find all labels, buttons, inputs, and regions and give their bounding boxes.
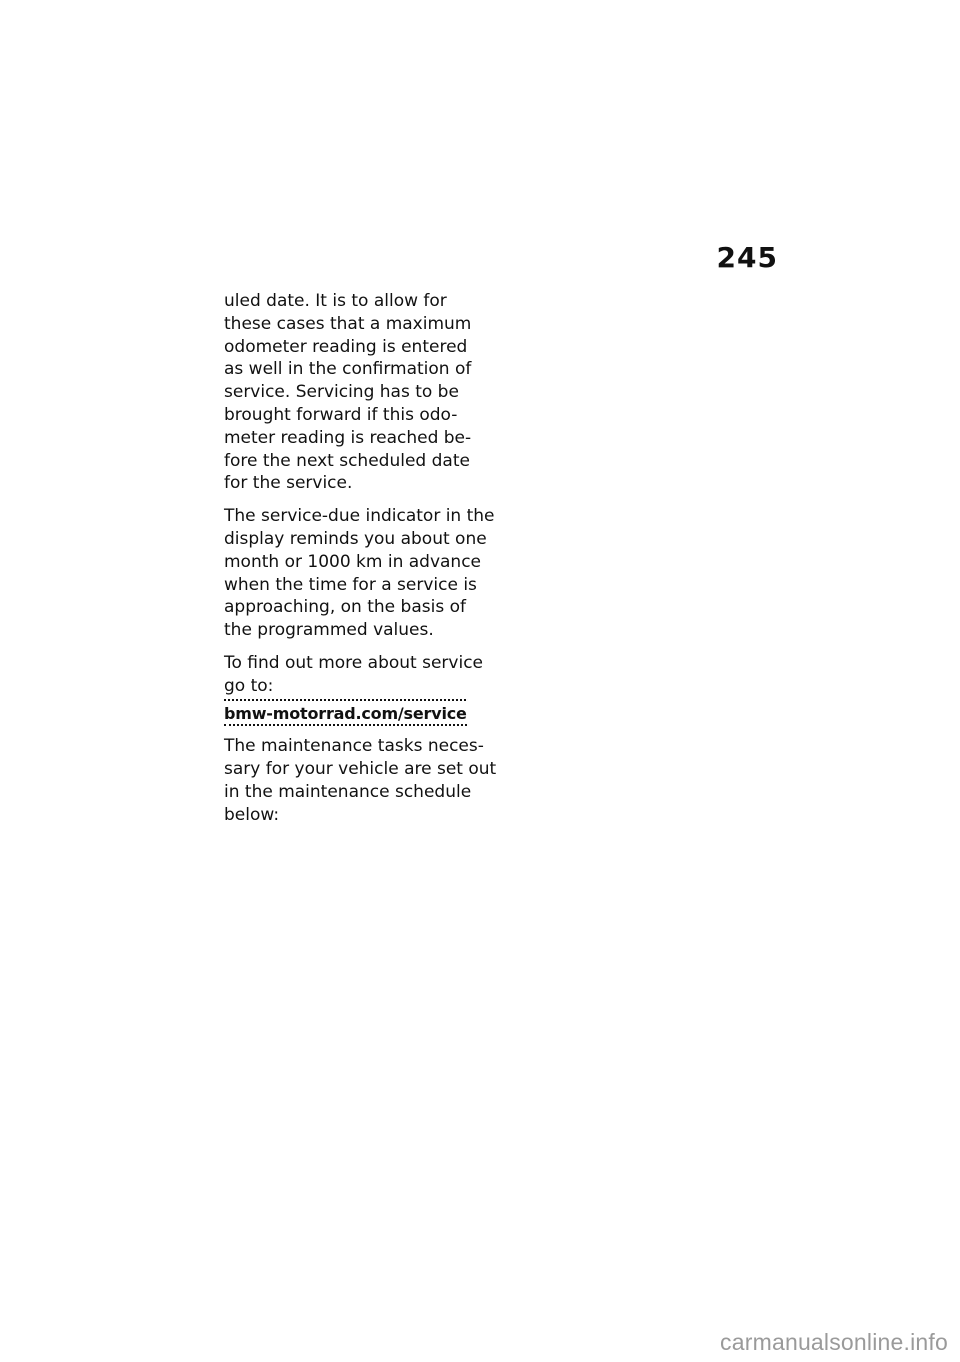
text-line: meter reading is reached be- <box>224 427 472 448</box>
text-line: these cases that a maximum <box>224 313 472 334</box>
text-line: the programmed values. <box>224 620 434 641</box>
text-line: in the maintenance schedule <box>224 781 472 802</box>
paragraph-odometer-note <box>224 290 496 495</box>
link-line <box>224 703 496 726</box>
text-line: display reminds you about one <box>224 528 487 549</box>
text-line: as well in the confirmation of <box>224 359 472 380</box>
paragraph-maintenance-tasks <box>224 735 496 826</box>
body-text-column <box>224 290 496 837</box>
text-line: fore the next scheduled date <box>224 450 470 471</box>
text-line: service. Servicing has to be <box>224 382 459 403</box>
text-line: sary for your vehicle are set out <box>224 759 497 780</box>
text-line: odometer reading is entered <box>224 336 468 357</box>
text-line: uled date. It is to allow for <box>224 291 447 311</box>
text-line: The service-due indicator in the <box>224 506 495 527</box>
text-line: for the service. <box>224 473 353 494</box>
link-dotted-rule <box>224 699 466 701</box>
text-line: month or 1000 km in advance <box>224 551 482 572</box>
text-line: approaching, on the basis of <box>224 597 466 618</box>
paragraph-service-indicator <box>224 505 496 642</box>
text-line: The maintenance tasks neces- <box>224 736 484 757</box>
text-line: go to: <box>224 675 274 696</box>
paragraph-service-link <box>224 652 496 725</box>
page-number: 245 <box>716 241 778 274</box>
text-line: below: <box>224 804 280 825</box>
site-watermark: carmanualsonline.info <box>720 1329 948 1355</box>
service-website-link[interactable]: bmw-motorrad.com/service <box>224 704 467 726</box>
text-line: To find out more about service <box>224 652 484 673</box>
text-line: brought forward if this odo- <box>224 404 458 425</box>
text-line: when the time for a service is <box>224 574 477 595</box>
